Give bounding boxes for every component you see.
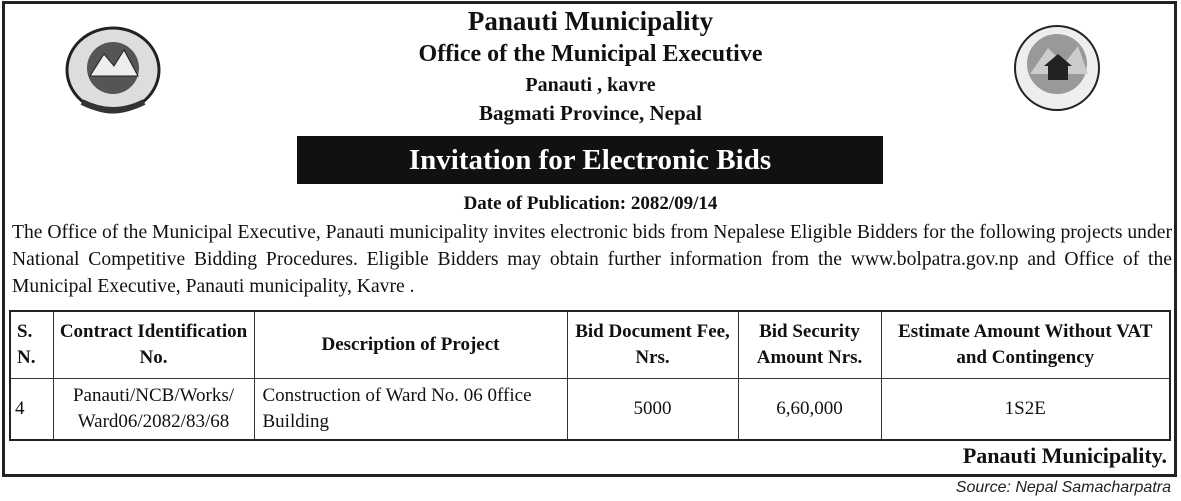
office-name: Office of the Municipal Executive [418,41,763,67]
location: Panauti , kavre [525,74,656,96]
header-contract-id: Contract Identification No. [53,311,254,378]
signature: Panauti Municipality. [962,443,1167,468]
cell-security: 6,60,000 [738,378,881,440]
header-fee: Bid Document Fee, Nrs. [567,311,738,378]
header-security: Bid Security Amount Nrs. [738,311,881,378]
header-sn: S. N. [10,311,53,378]
cell-fee: 5000 [567,378,738,440]
bid-table [9,310,1171,441]
source-credit: Source: Nepal Samacharpatra [955,479,1171,496]
publication-date: Date of Publication: 2082/09/14 [463,193,718,214]
panauti-municipality-logo [1008,24,1106,112]
cell-sn: 4 [10,378,53,440]
province: Bagmati Province, Nepal [478,101,702,125]
cell-estimate: 1S2E [881,378,1170,440]
municipality-name: Panauti Municipality [467,6,714,36]
table-header-row [10,311,1170,378]
notice-paragraph: The Office of the Municipal Executive, Panauti municipality invites electronic bids from Nepalese Eligible Bidders for the following projects under National Competitive Bidding Procedures. Eligible Bidders may obtain further information from the www.bolpatra.gov.np and Office of the Municipal Executive, Panauti municipality, Kavre . [12,222,1172,297]
header-estimate: Estimate Amount Without VAT and Contingency [881,311,1170,378]
table-row [10,378,1170,440]
cell-description: Construction of Ward No. 06 0ffice Building [254,378,567,440]
header-description: Description of Project [254,311,567,378]
cell-contract-id: Panauti/NCB/Works/ Ward06/2082/83/68 [53,378,254,440]
notice-title-banner: Invitation for Electronic Bids [297,136,883,184]
